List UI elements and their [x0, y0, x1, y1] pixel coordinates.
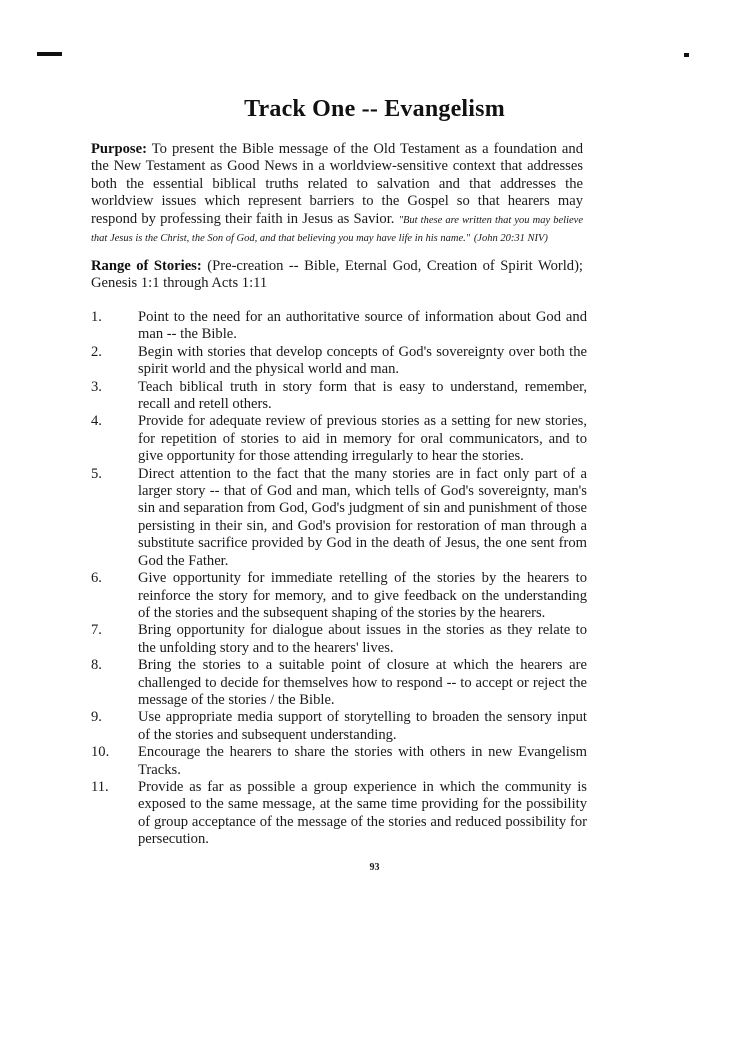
list-item: [91, 379, 587, 414]
page-title: Track One -- Evangelism: [244, 96, 505, 122]
item-number: 2.: [91, 343, 102, 360]
item-text: Provide as far as possible a group experience in which the community is exposed to the same message, at the same time providing for the possibility of group acceptance of the message of the stories and reduced possibility for persecution.: [138, 778, 587, 848]
item-number: 8.: [91, 657, 102, 674]
list-item: [91, 413, 587, 465]
item-number: 3.: [91, 378, 102, 395]
item-text: Encourage the hearers to share the stories with others in new Evangelism Tracks.: [138, 744, 587, 778]
purpose-text: To present the Bible message of the Old Testament as a foundation and the New Testament as Good News in a worldview-sensitive context that addresses both the essential biblical truths related to salvation and that addresses the worldview issues which represent barriers to the Gospel so that hearers may respond by professing their faith in Jesus as Savior.: [91, 141, 583, 227]
item-number: 7.: [91, 622, 102, 639]
list-item: [91, 344, 587, 379]
range-text: (Pre-creation -- Bible, Eternal God, Creation of Spirit World); Genesis 1:1 through Acts 1:11: [91, 258, 583, 292]
item-text: Begin with stories that develop concepts of God's sovereignty over both the spirit world and the physical world and man.: [138, 343, 587, 378]
range-paragraph: [91, 258, 583, 293]
item-number: 11.: [91, 778, 109, 795]
range-label: Range of Stories:: [91, 258, 202, 274]
item-number: 5.: [91, 465, 102, 482]
page-number: 93: [369, 862, 380, 873]
list-item: [91, 744, 587, 779]
item-text: Use appropriate media support of storytelling to broaden the sensory input of the stories and subsequent understanding.: [138, 709, 587, 743]
item-text: Provide for adequate review of previous stories as a setting for new stories, for repetition of stories to aid in memory for oral communicators, and to give opportunity for those attending irregularly to hear the stories.: [138, 413, 587, 465]
item-number: 10.: [91, 744, 110, 761]
goals-list: [91, 309, 587, 849]
purpose-paragraph: [91, 141, 583, 247]
item-text: Bring opportunity for dialogue about issues in the stories as they relate to the unfolding story and to the hearers' lives.: [138, 622, 587, 656]
item-text: Direct attention to the fact that the many stories are in fact only part of a larger story -- that of God and man, which tells of God's sovereignty, man's sin and separation from God, God's judgment of sin and punishment of those persisting in their sin, and God's provision for restoration of man through a substitute sacrifice provided by God in the death of Jesus, the one sent from God the Father.: [138, 465, 587, 569]
item-number: 9.: [91, 709, 102, 726]
item-text: Teach biblical truth in story form that is easy to understand, remember, recall and retell others.: [138, 378, 587, 413]
item-number: 1.: [91, 309, 102, 325]
item-text: Point to the need for an authoritative source of information about God and man -- the Bible.: [138, 309, 587, 343]
list-item: [91, 466, 587, 570]
item-number: 4.: [91, 413, 102, 430]
list-item: [91, 309, 587, 344]
list-item: [91, 779, 587, 849]
list-item: [91, 657, 587, 709]
list-item: [91, 570, 587, 622]
purpose-label: Purpose:: [91, 141, 147, 157]
item-number: 6.: [91, 570, 102, 587]
list-item: [91, 622, 587, 657]
scripture-citation: (John 20:31 NIV): [473, 233, 548, 245]
item-text: Give opportunity for immediate retelling of the stories by the hearers to reinforce the story for memory, and to give feedback on the understanding of the stories and the subsequent shaping of the stories by the hearers.: [138, 570, 587, 621]
crop-mark-right: [684, 53, 689, 57]
crop-mark-left: [37, 52, 62, 56]
list-item: [91, 709, 587, 744]
item-text: Bring the stories to a suitable point of closure at which the hearers are challenged to decide for themselves how to respond -- to accept or reject the message of the stories / the Bible.: [138, 657, 587, 708]
scripture-quote: "But these are written that you may believe that Jesus is the Christ, the Son of God, and that believing you may have life in his name.": [91, 214, 583, 245]
